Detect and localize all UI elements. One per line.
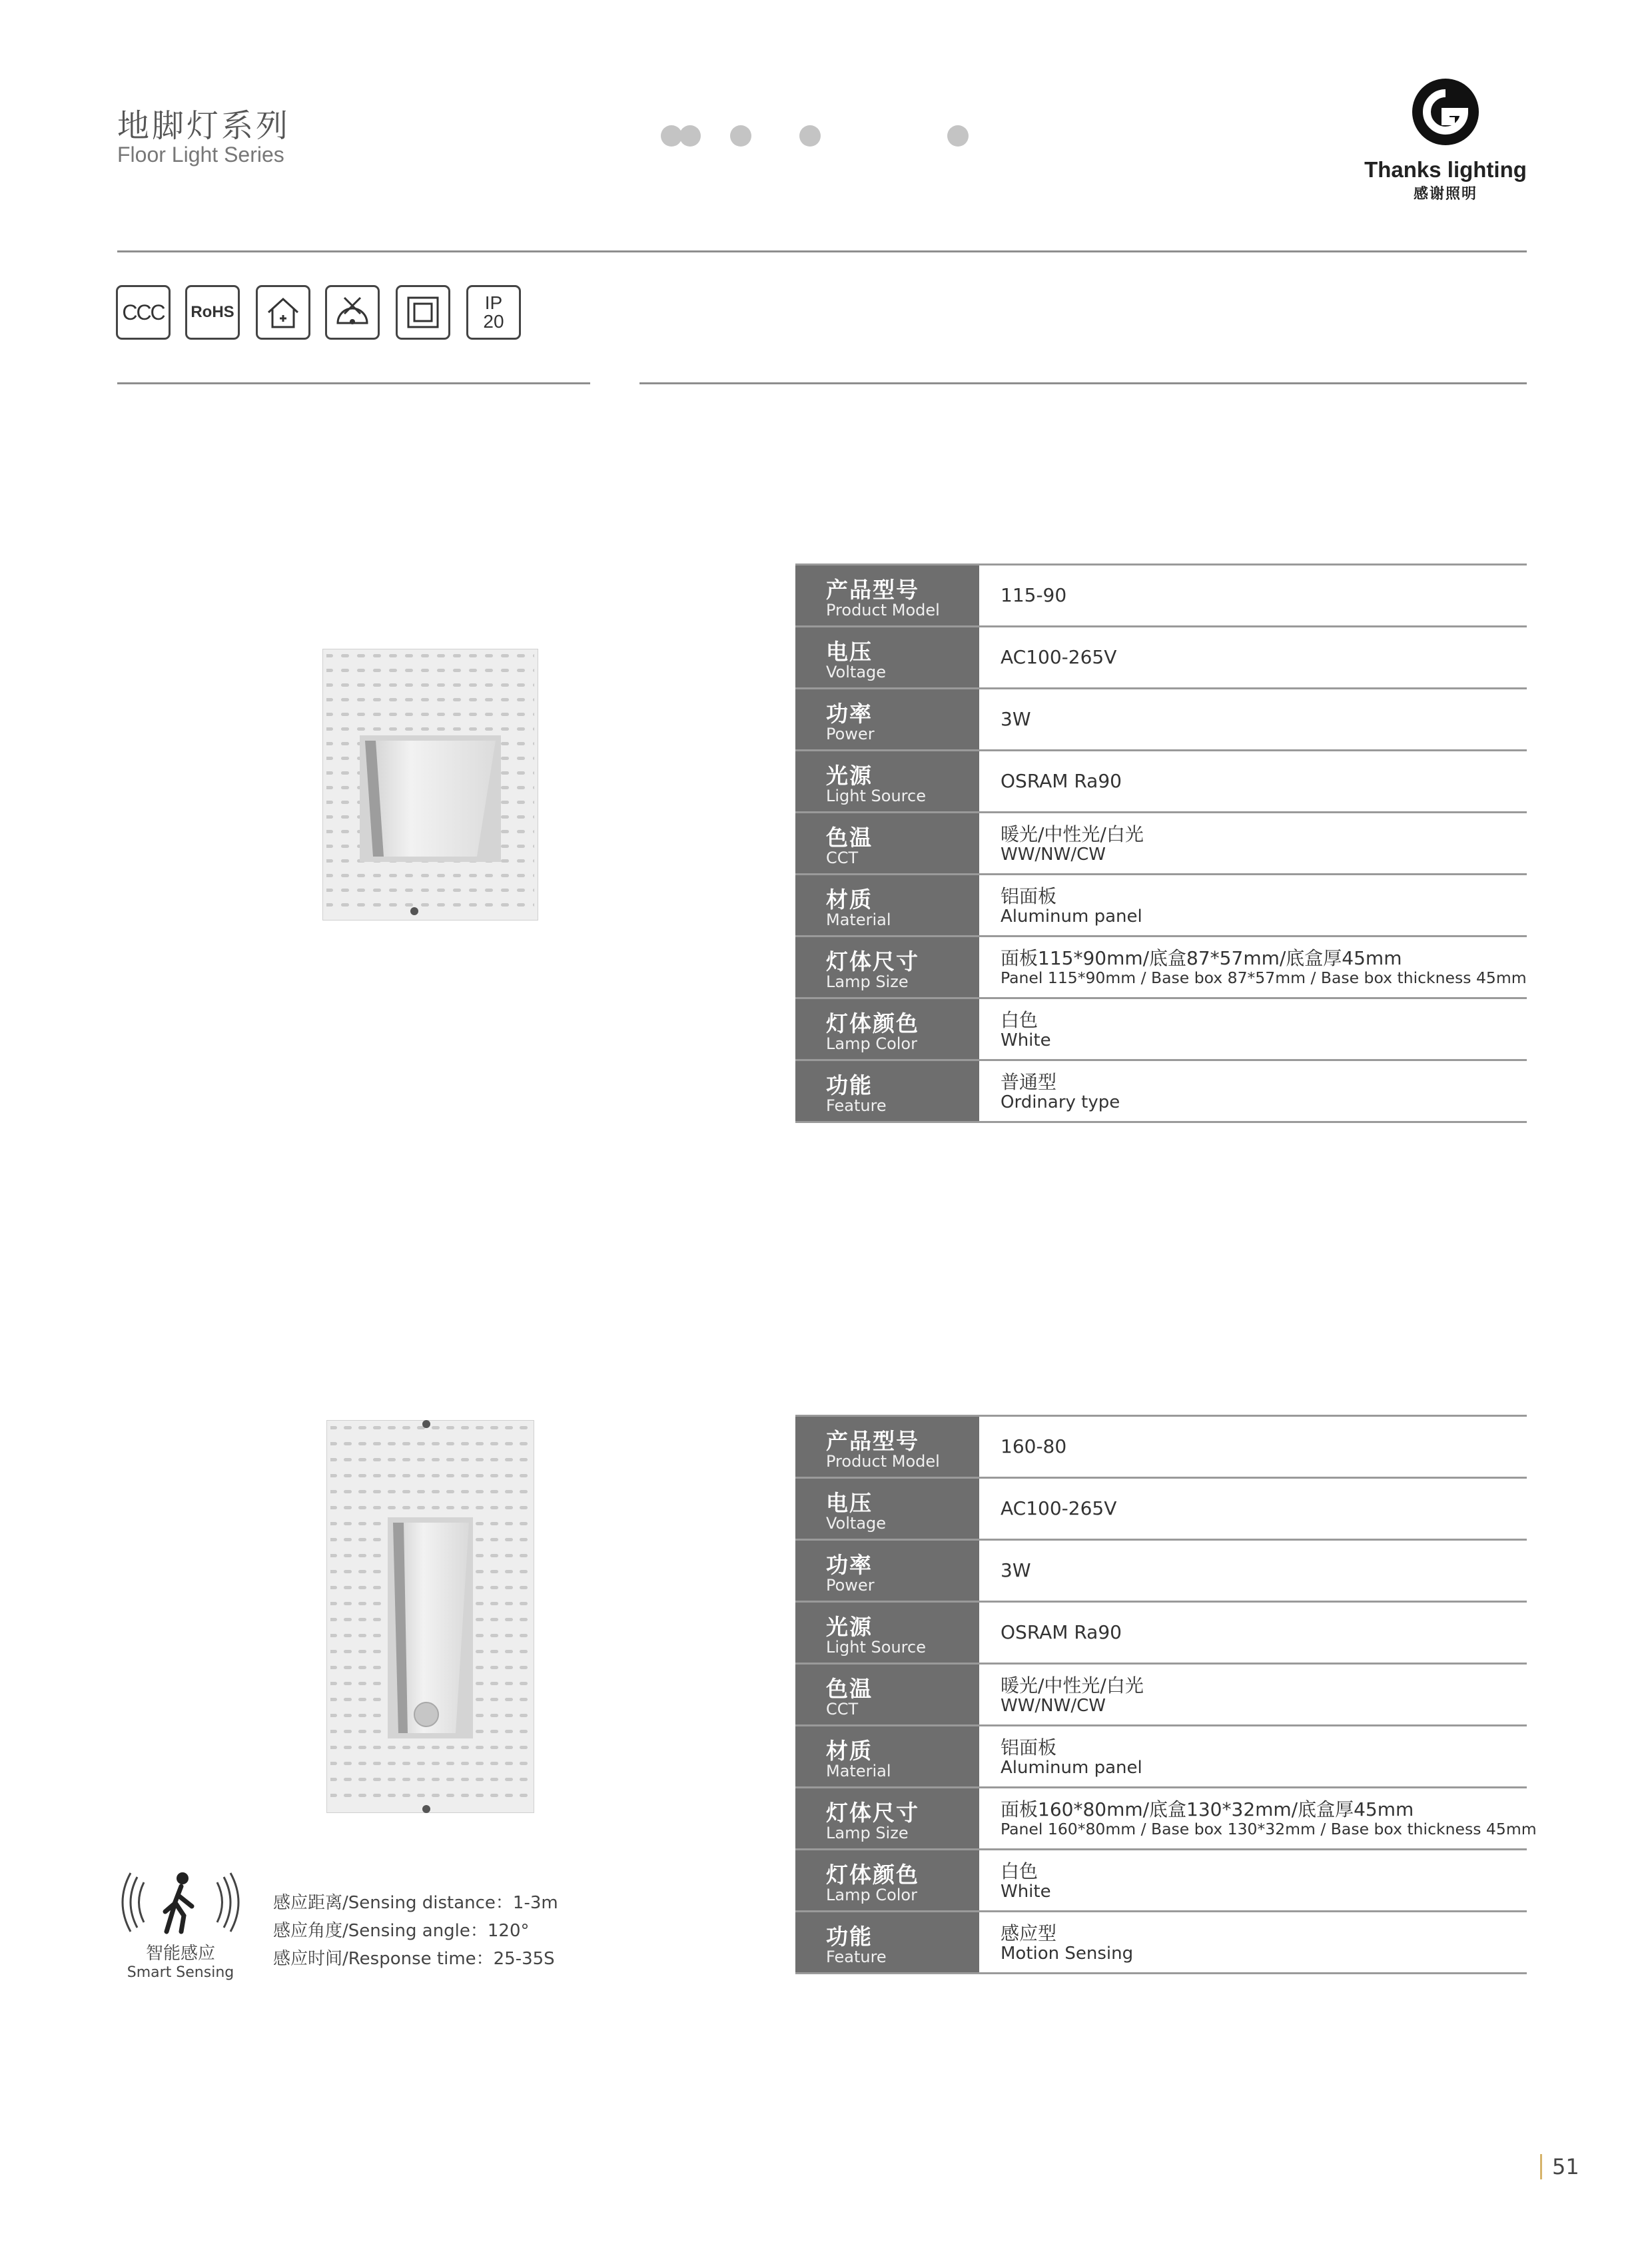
spec-value-en: Panel 160*80mm / Base box 130*32mm / Base box thickness 45mm [1001,1820,1537,1838]
smart-sensing-badge [117,1869,244,1982]
spec-value-en: WW/NW/CW [1001,845,1106,865]
series-title-cn: 地脚灯系列 [117,107,291,145]
spec-value: 3W [1001,1559,1031,1581]
series-title-en: Floor Light Series [117,143,284,167]
spec-value: 普通型 [1001,1071,1057,1093]
spec-row-material: 材质 Material 铝面板 Aluminum panel [795,873,1527,935]
spec-row-lamp-size: 灯体尺寸 Lamp Size 面板160*80mm/底盒130*32mm/底盒厚45mm Panel 160*80mm / Base box 130*32mm / Base box thickness 45mm [795,1786,1527,1848]
brand-logo-icon [1346,73,1545,153]
spec-row-power: 功率 Power 3W [795,687,1527,749]
spec-value-en: Motion Sensing [1001,1944,1134,1964]
sensing-angle: 感应角度/Sensing angle：120° [273,1921,530,1941]
spec-row-cct: 色温 CCT 暖光/中性光/白光 WW/NW/CW [795,811,1527,873]
brand-logo [1346,73,1545,200]
smart-sensing-en: Smart Sensing [127,1964,234,1981]
spec-value-en: White [1001,1030,1051,1050]
spec-value: 暖光/中性光/白光 [1001,823,1144,845]
spec-table-160-80 [795,1415,1537,1974]
spec-value: AC100-265V [1001,1497,1117,1519]
spec-value: 面板160*80mm/底盒130*32mm/底盒厚45mm [1001,1798,1414,1820]
spec-row-light-source: 光源 Light Source OSRAM Ra90 [795,1601,1527,1663]
spec-row-feature: 功能 Feature 感应型 Motion Sensing [795,1910,1527,1974]
spec-row-model: 产品型号 Product Model 160-80 [795,1415,1527,1477]
spec-value-en: WW/NW/CW [1001,1696,1106,1716]
class-ii-icon [396,285,450,340]
brand-name-en: Thanks lighting [1364,157,1527,182]
spec-value: 面板115*90mm/底盒87*57mm/底盒厚45mm [1001,947,1402,969]
spec-row-feature: 功能 Feature 普通型 Ordinary type [795,1059,1527,1123]
spec-row-cct: 色温 CCT 暖光/中性光/白光 WW/NW/CW [795,1663,1527,1724]
spec-value: 白色 [1001,1860,1038,1882]
spec-value-en: Ordinary type [1001,1092,1120,1112]
spec-value: 160-80 [1001,1435,1067,1457]
section-divider-left [117,382,590,384]
spec-row-power: 功率 Power 3W [795,1539,1527,1601]
page-number-marker [1540,2154,1542,2179]
motion-sensor-icon [117,1869,244,1936]
product-image-115-90 [322,649,538,921]
brand-name-cn: 感谢照明 [1413,185,1477,202]
rohs-icon: RoHS [185,285,240,340]
spec-value: 3W [1001,708,1031,730]
spec-row-voltage: 电压 Voltage AC100-265V [795,1477,1527,1539]
header-divider [117,250,1527,252]
spec-row-light-source: 光源 Light Source OSRAM Ra90 [795,749,1527,811]
spec-row-material: 材质 Material 铝面板 Aluminum panel [795,1724,1527,1786]
spec-value: 暖光/中性光/白光 [1001,1675,1144,1696]
sensing-distance: 感应距离/Sensing distance：1-3m [273,1893,558,1913]
ccc-icon: CCC [116,285,171,340]
spec-value: 铝面板 [1001,885,1057,907]
page-number: 51 [1552,2154,1579,2179]
spec-value: 115-90 [1001,584,1067,606]
spec-value: OSRAM Ra90 [1001,770,1122,792]
indoor-icon [256,285,310,340]
sensing-response-time: 感应时间/Response time：25-35S [273,1949,555,1969]
product-image-160-80 [326,1420,534,1813]
spec-value-en: Panel 115*90mm / Base box 87*57mm / Base box thickness 45mm [1001,968,1527,987]
smart-sensing-cn: 智能感应 [145,1944,215,1964]
ip20-icon: IP 20 [466,285,521,340]
spec-value-en: Aluminum panel [1001,907,1142,927]
spec-value: 白色 [1001,1009,1038,1031]
spec-value: 铝面板 [1001,1736,1057,1758]
spec-row-model: 产品型号 Product Model 115-90 [795,563,1527,625]
spec-row-lamp-color: 灯体颜色 Lamp Color 白色 White [795,1848,1527,1910]
spec-row-lamp-size: 灯体尺寸 Lamp Size 面板115*90mm/底盒87*57mm/底盒厚45mm Panel 115*90mm / Base box 87*57mm / Base box thickness 45mm [795,935,1527,997]
no-cover-icon [325,285,380,340]
spec-value-en: White [1001,1882,1051,1902]
spec-value: OSRAM Ra90 [1001,1621,1122,1643]
spec-row-lamp-color: 灯体颜色 Lamp Color 白色 White [795,997,1527,1059]
spec-table-115-90 [795,563,1527,1123]
section-divider-right [639,382,1527,384]
spec-value: AC100-265V [1001,646,1117,668]
spec-value-en: Aluminum panel [1001,1758,1142,1778]
spec-row-voltage: 电压 Voltage AC100-265V [795,625,1527,687]
spec-value: 感应型 [1001,1922,1057,1944]
